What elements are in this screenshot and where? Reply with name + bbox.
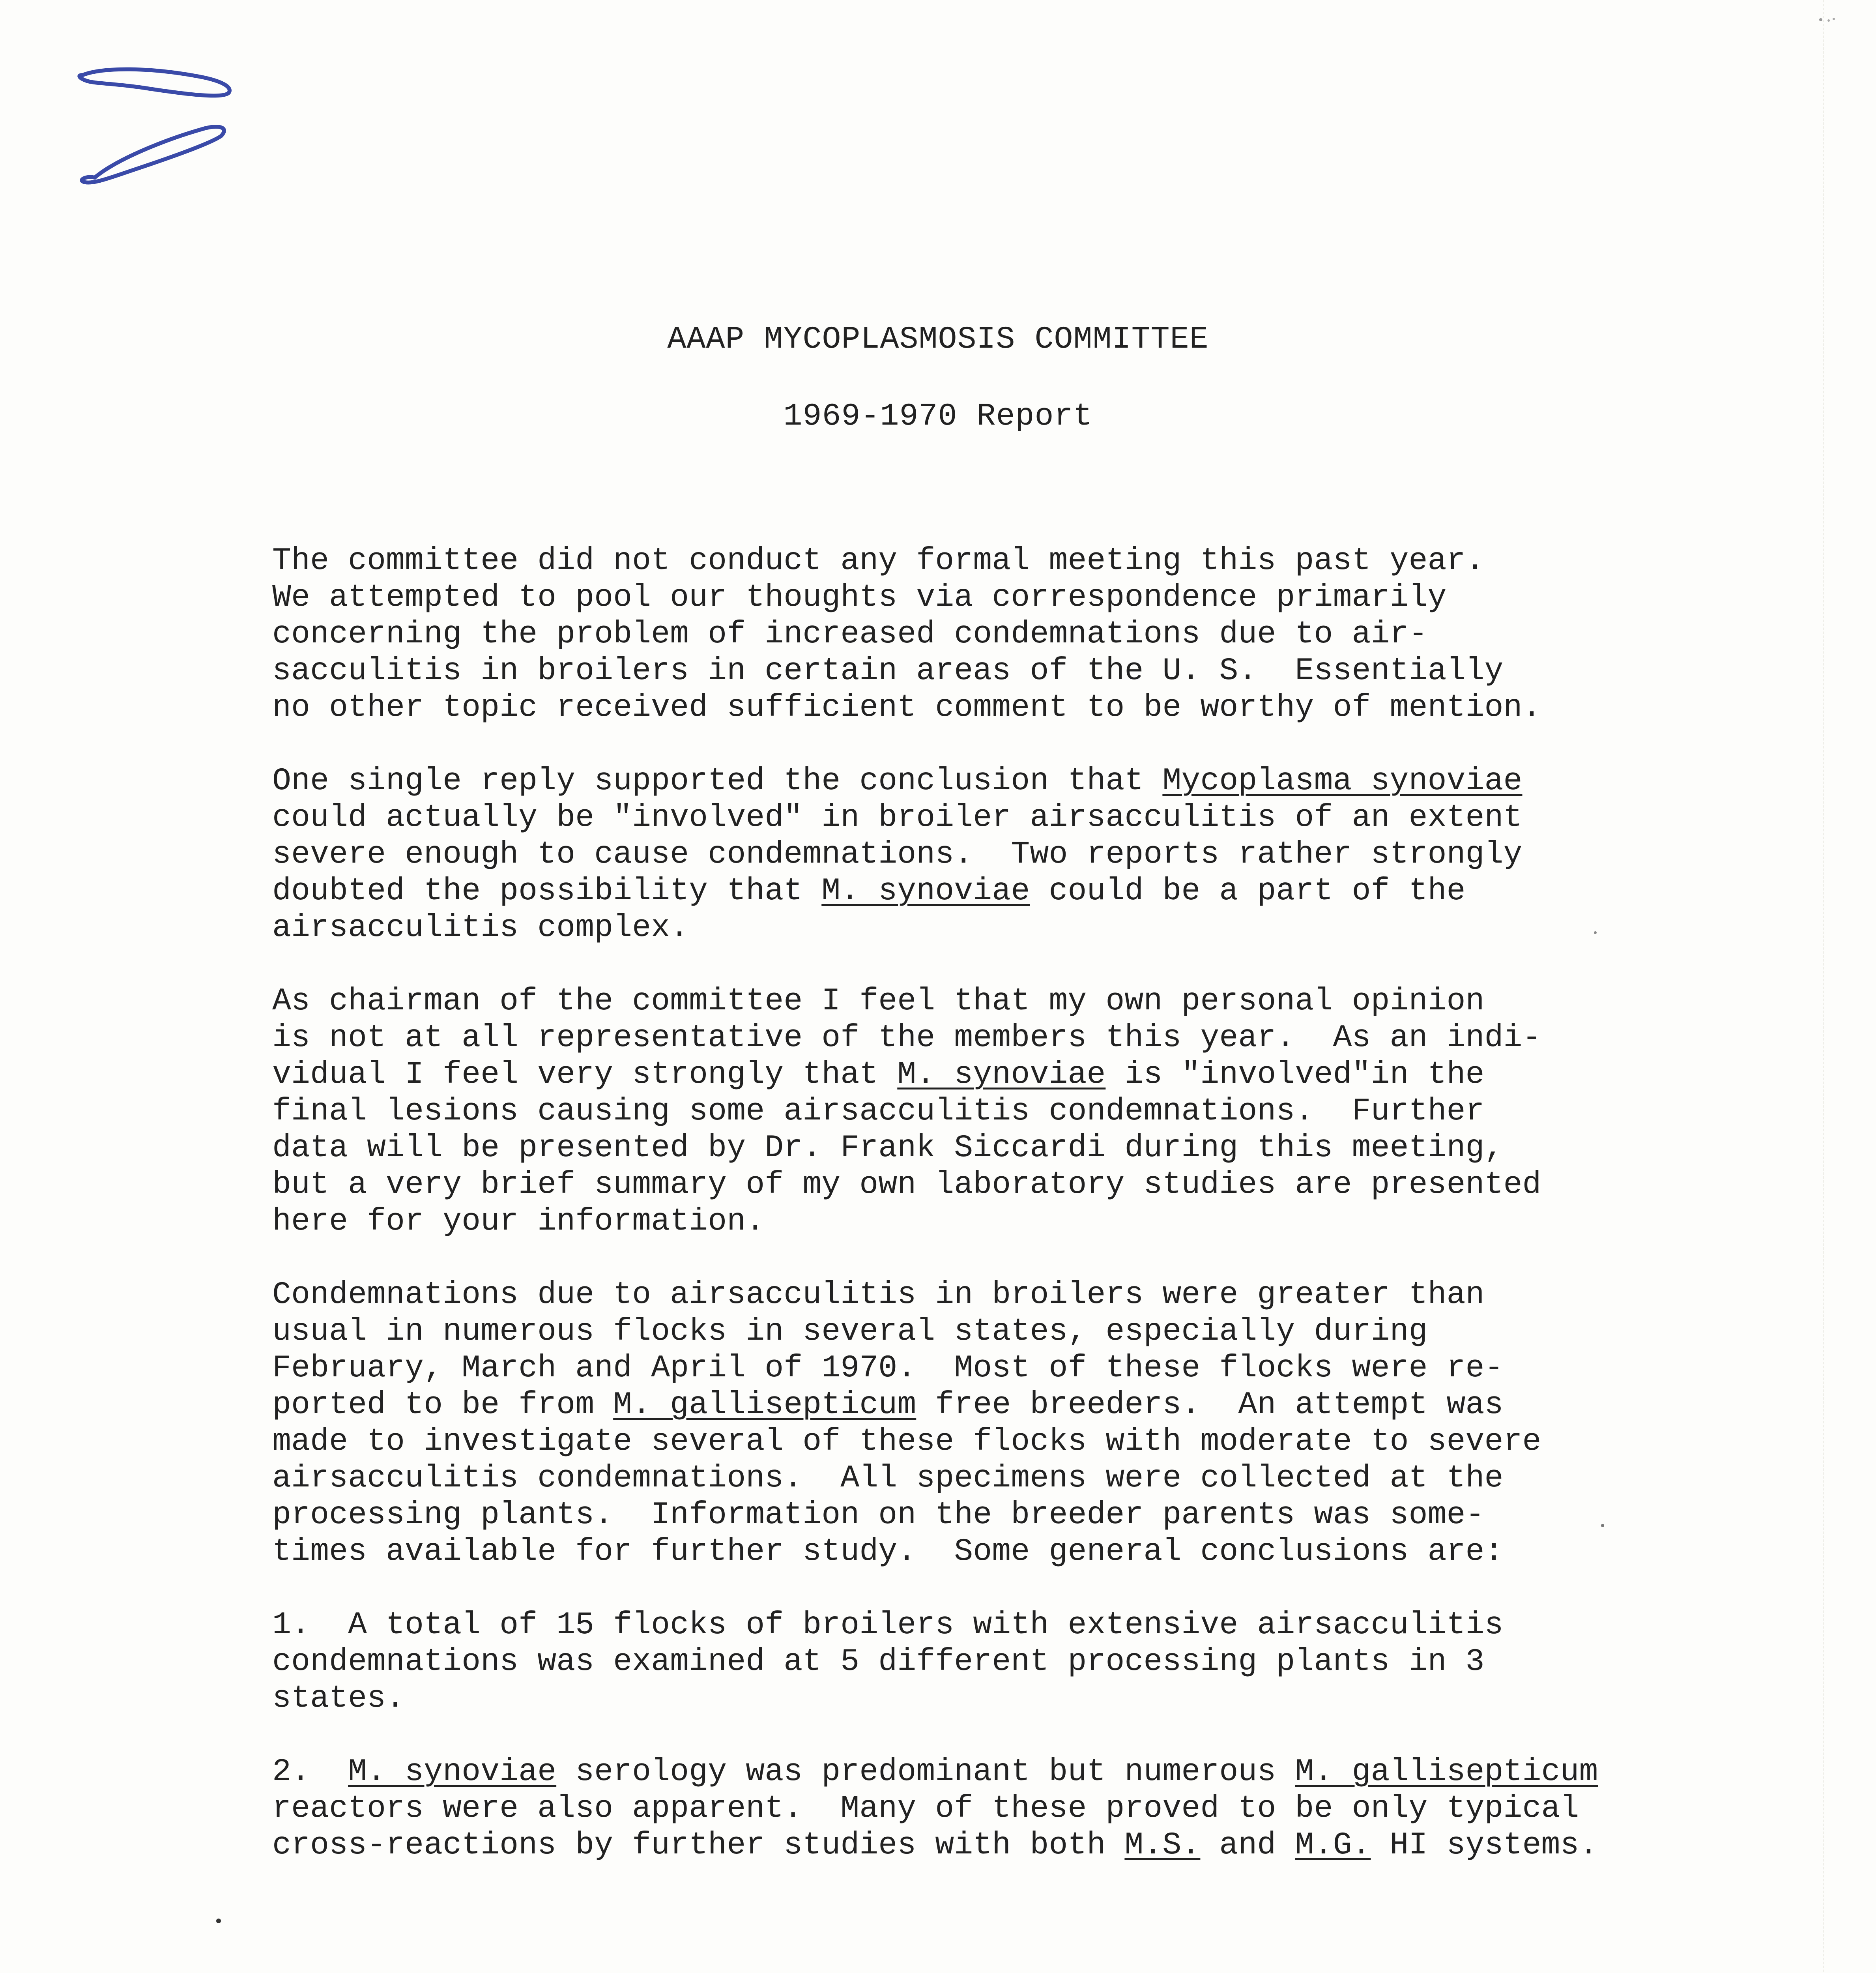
conclusion-item-1 (272, 1607, 1732, 1717)
paragraph-chairman (272, 983, 1732, 1240)
text-line: We attempted to pool our thoughts via correspondence primarily (272, 580, 1447, 616)
text-line: airsacculitis condemnations. All specimens were collected at the (272, 1460, 1504, 1496)
text-line: made to investigate several of these flocks with moderate to severe (272, 1424, 1541, 1460)
text-fragment: free breeders. An attempt was (916, 1387, 1504, 1423)
species-name: M. synoviae (897, 1057, 1106, 1093)
text-line: no other topic received sufficient comment to be worthy of mention. (272, 690, 1541, 726)
text-line: airsacculitis complex. (272, 910, 689, 946)
text-line: concerning the problem of increased condemnations due to air- (272, 616, 1428, 652)
text-line: here for your information. (272, 1204, 765, 1239)
corner-speck-icon (1815, 12, 1839, 28)
text-fragment: HI systems. (1371, 1827, 1598, 1863)
text-line: but a very brief summary of my own laboratory studies are presented (272, 1167, 1541, 1203)
text-fragment: cross-reactions by further studies with both (272, 1827, 1125, 1863)
text-line: is not at all representative of the members this year. As an indi- (272, 1020, 1541, 1056)
document-subtitle: 1969-1970 Report (783, 399, 1093, 434)
text-line (272, 1387, 1732, 1423)
text-fragment: 2. (272, 1754, 348, 1790)
text-line: times available for further study. Some general conclusions are: (272, 1534, 1504, 1570)
species-name: M. gallisepticum (1295, 1754, 1598, 1790)
paragraph-condemnations (272, 1277, 1732, 1570)
text-fragment: One single reply supported the conclusion that (272, 763, 1163, 799)
text-line (272, 873, 1732, 910)
text-line: final lesions causing some airsacculitis condemnations. Further (272, 1093, 1485, 1129)
text-line: processing plants. Information on the breeder parents was some- (272, 1497, 1485, 1533)
text-line (272, 1827, 1732, 1864)
text-fragment: could be a part of the (1030, 873, 1466, 909)
text-line: sacculitis in broilers in certain areas of the U. S. Essentially (272, 653, 1504, 689)
text-line (272, 1754, 1732, 1790)
paperclip-mark (71, 59, 253, 201)
text-line: data will be presented by Dr. Frank Siccardi during this meeting, (272, 1130, 1504, 1166)
species-abbrev: M.G. (1295, 1827, 1371, 1863)
species-name: Mycoplasma synoviae (1162, 763, 1522, 799)
text-fragment: serology was predominant but numerous (556, 1754, 1295, 1790)
text-line: could actually be "involved" in broiler airsacculitis of an extent (272, 800, 1522, 836)
text-line: Condemnations due to airsacculitis in broilers were greater than (272, 1277, 1485, 1313)
page-edge-right (1823, 0, 1825, 1973)
report-body (272, 543, 1732, 1900)
text-fragment: and (1200, 1827, 1295, 1863)
text-line: severe enough to cause condemnations. Two reports rather strongly (272, 837, 1522, 872)
text-fragment: doubted the possibility that (272, 873, 822, 909)
text-fragment: ported to be from (272, 1387, 613, 1423)
species-name: M. synoviae (821, 873, 1030, 909)
paragraph-replies (272, 763, 1732, 946)
text-line: states. (272, 1681, 405, 1717)
species-name: M. gallisepticum (613, 1387, 916, 1423)
text-line (272, 1056, 1732, 1093)
text-fragment: is "involved"in the (1105, 1057, 1485, 1093)
species-abbrev: M.S. (1124, 1827, 1201, 1863)
document-title: AAAP MYCOPLASMOSIS COMMITTEE (667, 322, 1209, 358)
ink-dot (216, 1919, 221, 1923)
text-line: usual in numerous flocks in several states, especially during (272, 1314, 1428, 1350)
species-name: M. synoviae (348, 1754, 557, 1790)
text-line (272, 763, 1732, 799)
paragraph-intro (272, 543, 1732, 726)
text-line: February, March and April of 1970. Most of these flocks were re- (272, 1350, 1504, 1386)
text-fragment: vidual I feel very strongly that (272, 1057, 898, 1093)
conclusion-item-2 (272, 1754, 1732, 1864)
text-line: As chairman of the committee I feel that my own personal opinion (272, 983, 1485, 1019)
text-line: condemnations was examined at 5 different processing plants in 3 (272, 1644, 1485, 1680)
text-line: reactors were also apparent. Many of these proved to be only typical (272, 1791, 1579, 1827)
text-line: 1. A total of 15 flocks of broilers with extensive airsacculitis (272, 1607, 1504, 1643)
text-line: The committee did not conduct any formal meeting this past year. (272, 543, 1485, 579)
